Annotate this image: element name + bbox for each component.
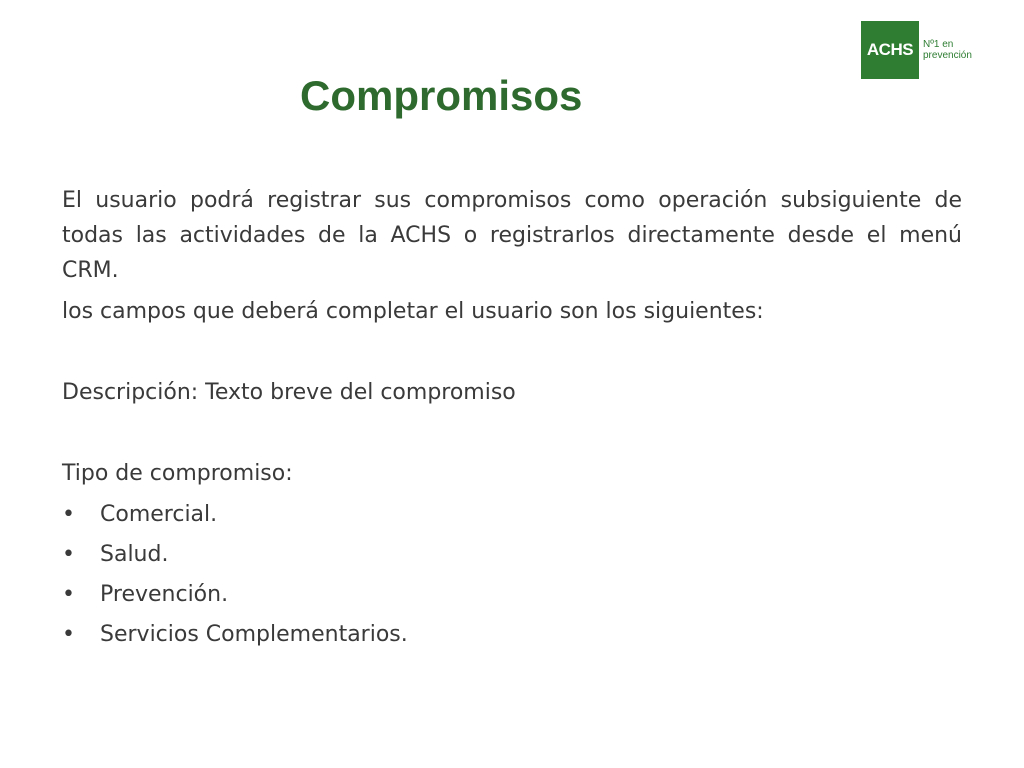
list-item — [62, 535, 962, 575]
logo-badge: ACHS — [861, 21, 919, 79]
list-item-label: Salud. — [100, 542, 169, 567]
achs-logo — [861, 20, 981, 80]
list-item — [62, 575, 962, 615]
intro-paragraph: El usuario podrá registrar sus compromisos como operación subsiguiente de todas las actividades de la ACHS o registrarlos directamente desde el menú CRM. — [62, 188, 962, 283]
bullet-icon: • — [62, 502, 75, 527]
logo-tagline: Nº1 en prevención — [923, 39, 972, 61]
description-line: Descripción: Texto breve del compromiso — [62, 380, 516, 405]
bullet-icon: • — [62, 622, 75, 647]
slide-title: Compromisos — [300, 72, 583, 119]
list-item-label: Prevención. — [100, 582, 229, 607]
list-item-label: Comercial. — [100, 502, 218, 527]
bullet-icon: • — [62, 542, 75, 567]
list-item — [62, 495, 962, 535]
slide-body — [62, 183, 962, 655]
fields-intro: los campos que deberá completar el usuario son los siguientes: — [62, 299, 764, 324]
bullet-icon: • — [62, 582, 75, 607]
type-heading: Tipo de compromiso: — [62, 461, 293, 486]
list-item-label: Servicios Complementarios. — [100, 622, 408, 647]
type-list — [62, 495, 962, 655]
list-item — [62, 615, 962, 655]
